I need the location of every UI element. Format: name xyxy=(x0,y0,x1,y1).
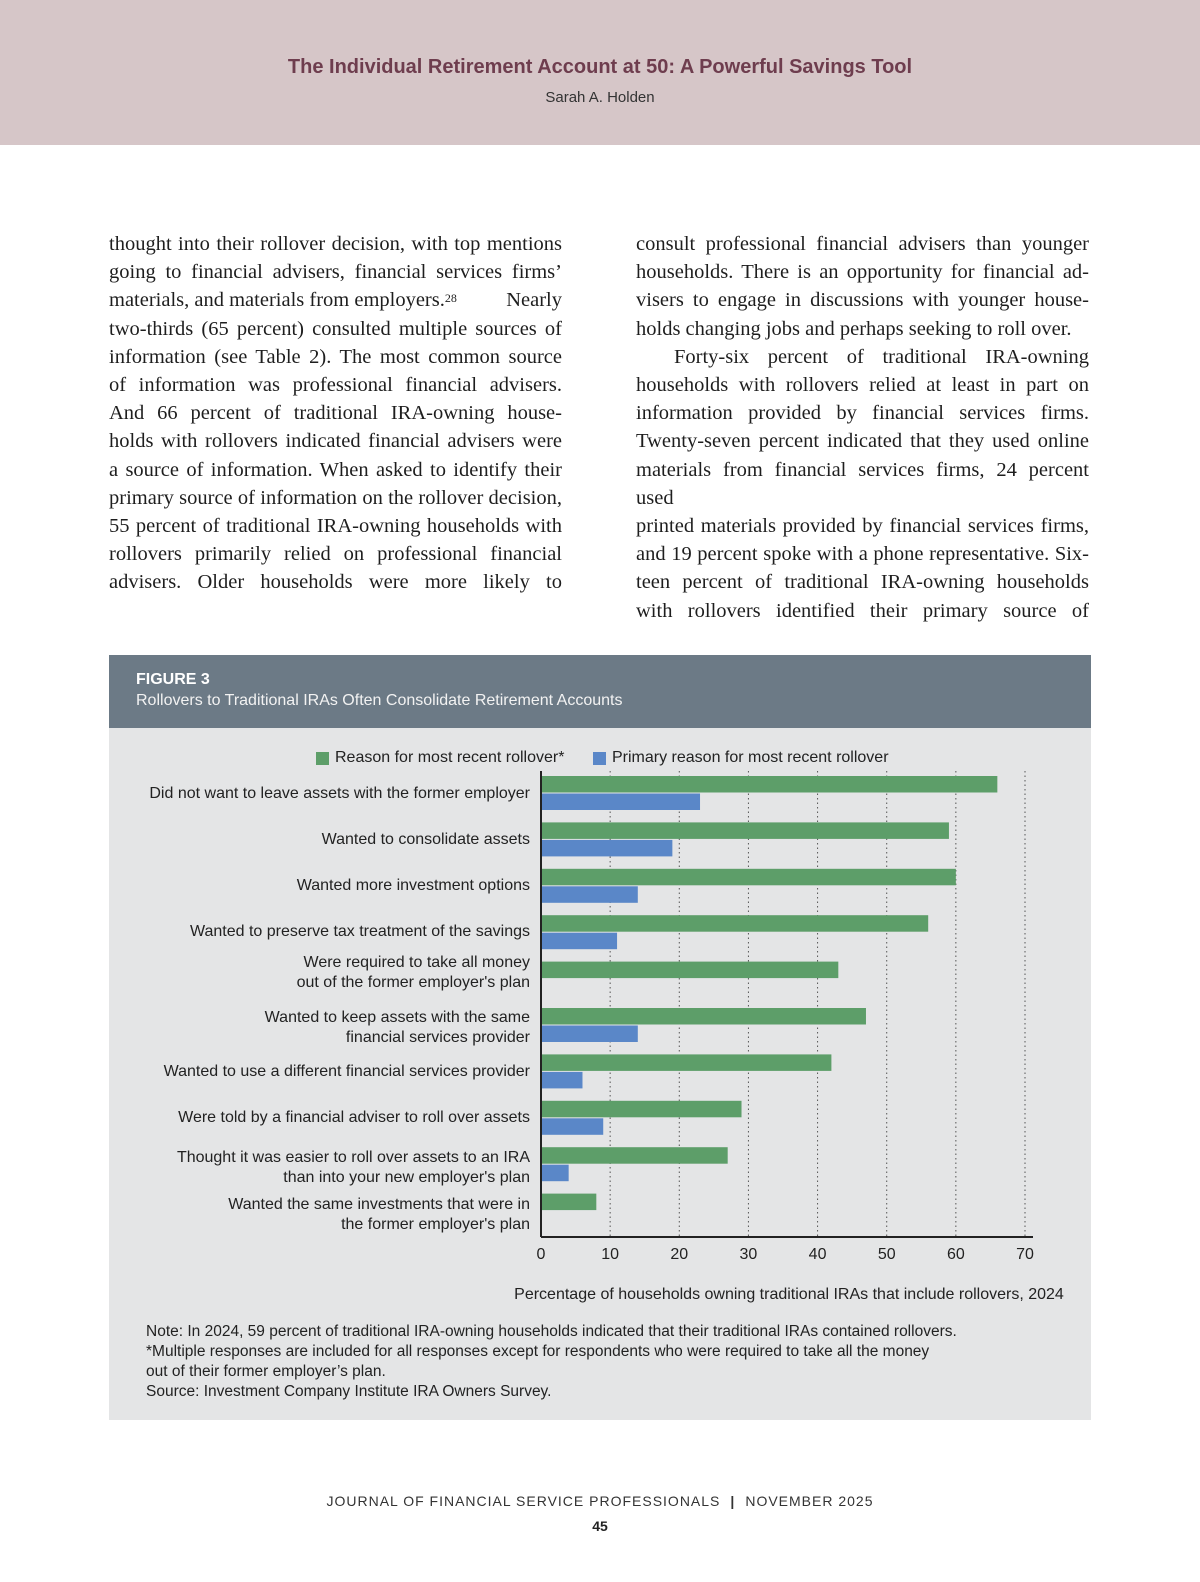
x-tick-label: 20 xyxy=(670,1246,689,1263)
category-label-line: out of the former employer's plan xyxy=(296,974,530,991)
left-line-tail: Nearly xyxy=(506,289,562,312)
bar-reason xyxy=(541,915,928,932)
bar-primary-reason xyxy=(541,1118,603,1135)
x-tick-label: 40 xyxy=(808,1246,827,1263)
footer-separator: | xyxy=(730,1493,736,1509)
left-line-text: materials, and materials from employers. xyxy=(109,289,445,312)
right-line: households with rollovers relied at least in part on xyxy=(636,374,1089,397)
right-line: Forty-six percent of traditional IRA-owning xyxy=(674,345,1089,368)
x-tick-label: 30 xyxy=(739,1246,758,1263)
right-line: information provided by financial services firms. xyxy=(636,402,1089,425)
issue-date: NOVEMBER 2025 xyxy=(745,1493,874,1509)
category-label-line: Thought it was easier to roll over assets to an IRA xyxy=(176,1149,530,1166)
left-line: information (see Table 2). The most common source xyxy=(109,345,562,368)
note-line: out of their former employer’s plan. xyxy=(146,1363,386,1380)
right-line: materials from financial services firms, 24 percent used xyxy=(636,458,1089,509)
x-tick-label: 70 xyxy=(1016,1246,1034,1263)
right-line: households. There is an opportunity for financial ad- xyxy=(636,261,1089,284)
category-label-line: Wanted to preserve tax treatment of the savings xyxy=(189,923,530,940)
bar-reason xyxy=(541,822,949,839)
left-line: thought into their rollover decision, with top mentions xyxy=(109,233,562,255)
bar-primary-reason xyxy=(541,886,638,903)
left-line: a source of information. When asked to identify their xyxy=(109,458,562,481)
right-line: Twenty-seven percent indicated that they used online xyxy=(636,430,1089,453)
figure-notes xyxy=(146,1322,1076,1402)
x-tick-label: 0 xyxy=(536,1246,546,1263)
right-line: consult professional financial advisers than younger xyxy=(636,233,1089,255)
category-label-line: Did not want to leave assets with the former employer xyxy=(149,785,530,802)
bar-primary-reason xyxy=(541,840,672,857)
category-label-line: financial services provider xyxy=(345,1029,530,1046)
bar-primary-reason xyxy=(541,1165,569,1182)
bar-primary-reason xyxy=(541,794,700,811)
page-number: 45 xyxy=(592,1518,608,1534)
legend-label: Reason for most recent rollover* xyxy=(335,749,565,766)
right-line: visers to engage in discussions with younger house- xyxy=(636,289,1089,312)
left-line: primary source of information on the rollover decision, xyxy=(109,486,562,509)
bar-reason xyxy=(541,962,838,979)
category-label-line: Wanted to keep assets with the same xyxy=(264,1009,530,1026)
x-tick-label: 60 xyxy=(946,1246,965,1263)
bar-reason xyxy=(541,1194,596,1211)
left-line-with-footnote xyxy=(109,286,562,314)
right-line: and 19 percent spoke with a phone representative. Six- xyxy=(636,543,1089,566)
x-tick-label: 10 xyxy=(601,1246,620,1263)
left-line: advisers. Older households were more likely to xyxy=(109,571,562,594)
left-line: going to financial advisers, financial services firms’ xyxy=(109,261,562,284)
left-line: 55 percent of traditional IRA-owning households with xyxy=(109,515,562,538)
figure-3 xyxy=(109,655,1091,1420)
article-author: Sarah A. Holden xyxy=(545,89,655,106)
bar-chart xyxy=(109,655,1091,1295)
category-label-line: Wanted to consolidate assets xyxy=(321,831,530,848)
category-label-line: Wanted more investment options xyxy=(296,877,530,894)
bar-reason xyxy=(541,1054,831,1071)
article-title: The Individual Retirement Account at 50: A Powerful Savings Tool xyxy=(287,56,913,78)
footnote-ref[interactable]: 28 xyxy=(444,291,457,306)
page-footer xyxy=(0,1493,1200,1509)
x-tick-label: 50 xyxy=(877,1246,896,1263)
right-line: teen percent of traditional IRA-owning households xyxy=(636,571,1089,594)
note-line: Note: In 2024, 59 percent of traditional IRA-owning households indicated that their traditional IRAs contained rollovers. xyxy=(146,1323,957,1340)
category-label-line: than into your new employer's plan xyxy=(283,1169,530,1186)
bar-reason xyxy=(541,1147,728,1164)
x-axis-title: Percentage of households owning traditional IRAs that include rollovers, 2024 xyxy=(514,1286,1064,1303)
right-line: holds changing jobs and perhaps seeking to roll over. xyxy=(636,317,1072,340)
right-line: with rollovers identified their primary source of xyxy=(636,599,1089,622)
figure-title: Rollovers to Traditional IRAs Often Consolidate Retirement Accounts xyxy=(136,692,623,709)
left-line: holds with rollovers indicated financial advisers were xyxy=(109,430,562,453)
source-line: Source: Investment Company Institute IRA Owners Survey. xyxy=(146,1383,552,1400)
left-line: of information was professional financial advisers. xyxy=(109,374,562,397)
figure-label: FIGURE 3 xyxy=(136,671,210,688)
category-label-line: Wanted the same investments that were in xyxy=(228,1196,530,1213)
right-line: printed materials provided by financial services firms, xyxy=(636,515,1089,538)
bar-reason xyxy=(541,1101,742,1118)
left-line: two-thirds (65 percent) consulted multiple sources of xyxy=(109,317,562,340)
left-line: rollovers primarily relied on professional financial xyxy=(109,543,562,566)
right-column xyxy=(636,230,1089,625)
category-label-line: Wanted to use a different financial services provider xyxy=(163,1063,530,1080)
bar-primary-reason xyxy=(541,933,617,950)
category-label-line: the former employer's plan xyxy=(341,1216,530,1233)
category-label-line: Were required to take all money xyxy=(303,954,530,971)
legend-label: Primary reason for most recent rollover xyxy=(612,749,889,766)
left-column xyxy=(109,230,562,597)
category-label-line: Were told by a financial adviser to roll over assets xyxy=(178,1109,530,1126)
note-line: *Multiple responses are included for all responses except for respondents who were required to take all the money xyxy=(146,1343,930,1360)
bar-primary-reason xyxy=(541,1072,582,1089)
left-line: And 66 percent of traditional IRA-owning house- xyxy=(109,402,562,425)
journal-name: JOURNAL OF FINANCIAL SERVICE PROFESSIONALS xyxy=(326,1493,721,1509)
bar-primary-reason xyxy=(541,1026,638,1043)
bar-reason xyxy=(541,776,997,793)
page-header xyxy=(0,0,1200,145)
bar-reason xyxy=(541,1008,866,1025)
bar-reason xyxy=(541,869,956,886)
